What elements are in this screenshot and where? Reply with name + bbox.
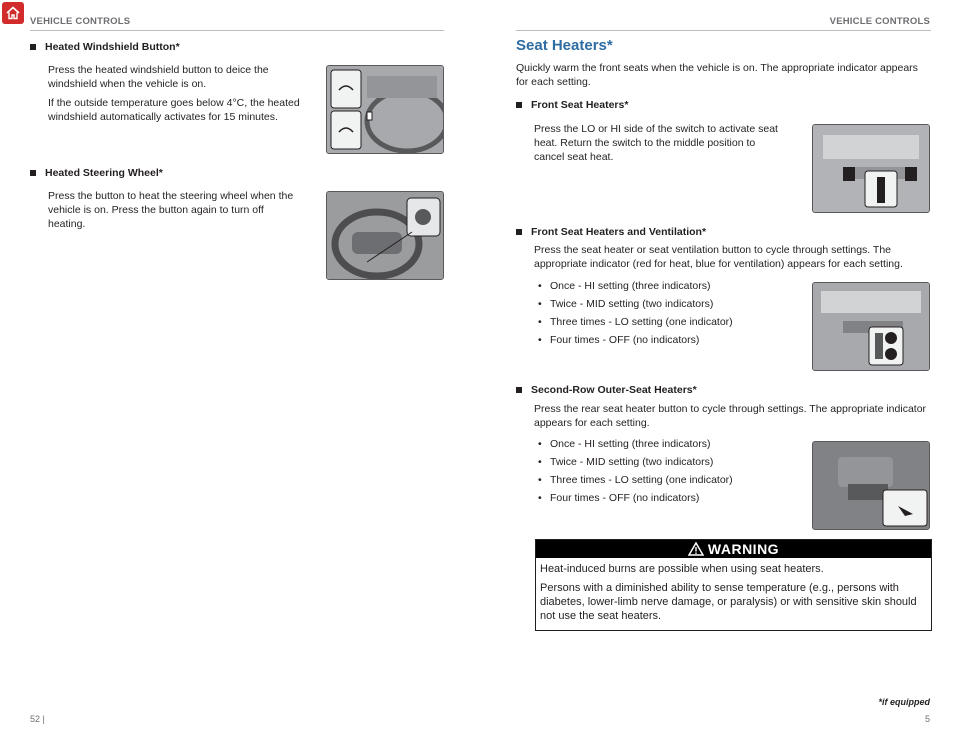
windshield-paragraph-1: Press the heated windshield button to deice the windshield when the vehicle is on. — [48, 64, 269, 90]
square-bullet-icon — [30, 170, 36, 176]
list-item: • Once - HI setting (three indicators) — [534, 277, 794, 295]
steering-paragraph-1: Press the button to heat the steering wheel when the vehicle is on. Press the button again to turn off heating. — [48, 190, 294, 230]
second-row-heading-text: Second-Row Outer-Seat Heaters* — [531, 384, 697, 396]
square-bullet-icon — [30, 44, 36, 50]
list-item: • Four times - OFF (no indicators) — [534, 331, 794, 349]
second-row-heading — [516, 384, 697, 396]
page-title: Seat Heaters* — [516, 37, 613, 54]
second-row-paragraph: Press the rear seat heater button to cycle through settings. The appropriate indicator appears for each setting. — [534, 403, 927, 429]
front-seat-heading — [516, 99, 628, 111]
windshield-heading-text: Heated Windshield Button* — [45, 41, 180, 53]
seat-heaters-intro: Quickly warm the front seats when the vehicle is on. The appropriate indicator appears for each setting. — [516, 62, 918, 88]
warning-box — [535, 539, 932, 631]
warning-triangle-icon — [688, 542, 704, 556]
ventilation-paragraph: Press the seat heater or seat ventilation button to cycle through settings. The appropriate indicator (red for heat, blue for ventilation) appears for each setting. — [534, 244, 903, 270]
steering-wheel-photo — [326, 191, 444, 280]
warning-paragraph-1: Heat-induced burns are possible when using seat heaters. — [540, 563, 824, 575]
footnote: *if equipped — [878, 697, 930, 707]
list-item: • Four times - OFF (no indicators) — [534, 489, 794, 507]
windshield-button-photo — [326, 65, 444, 154]
list-item: • Three times - LO setting (one indicator) — [534, 471, 794, 489]
list-item: • Once - HI setting (three indicators) — [534, 435, 794, 453]
square-bullet-icon — [516, 387, 522, 393]
warning-label: WARNING — [707, 541, 780, 557]
section-header-right: VEHICLE CONTROLS — [829, 16, 930, 27]
warning-paragraph-2: Persons with a diminished ability to sense temperature (e.g., persons with diabetes, lower-limb nerve damage, or paralysis) or with sensitive skin should not use the seat heaters. — [540, 582, 917, 622]
home-icon — [5, 5, 21, 21]
front-seat-heading-text: Front Seat Heaters* — [531, 99, 629, 111]
header-divider-left — [30, 30, 444, 31]
windshield-heading — [30, 41, 180, 53]
page-number-left: 52 | — [30, 714, 45, 724]
section-header-left: VEHICLE CONTROLS — [30, 16, 131, 27]
page-number-right: 5 — [924, 714, 930, 724]
steering-heading-text: Heated Steering Wheel* — [45, 167, 163, 179]
steering-heading — [30, 167, 163, 179]
ventilation-heading-text: Front Seat Heaters and Ventilation* — [531, 226, 707, 238]
warning-header — [536, 540, 931, 558]
ventilation-heading — [516, 226, 706, 238]
ventilation-buttons-photo — [812, 282, 930, 371]
front-seat-paragraph: Press the LO or HI side of the switch to activate seat heat. Return the switch to the middle position to cancel seat heat. — [534, 123, 778, 163]
ventilation-bullet-list — [534, 277, 794, 349]
list-item: • Twice - MID setting (two indicators) — [534, 453, 794, 471]
header-divider-right — [516, 30, 931, 31]
home-button[interactable] — [2, 2, 24, 24]
square-bullet-icon — [516, 229, 522, 235]
list-item: • Three times - LO setting (one indicator) — [534, 313, 794, 331]
front-seat-switch-photo — [812, 124, 930, 213]
rear-seat-button-photo — [812, 441, 930, 530]
second-row-bullet-list — [534, 435, 794, 507]
windshield-paragraph-2: If the outside temperature goes below 4°C, the heated windshield automatically activates for 15 minutes. — [48, 97, 300, 123]
list-item: • Twice - MID setting (two indicators) — [534, 295, 794, 313]
square-bullet-icon — [516, 102, 522, 108]
